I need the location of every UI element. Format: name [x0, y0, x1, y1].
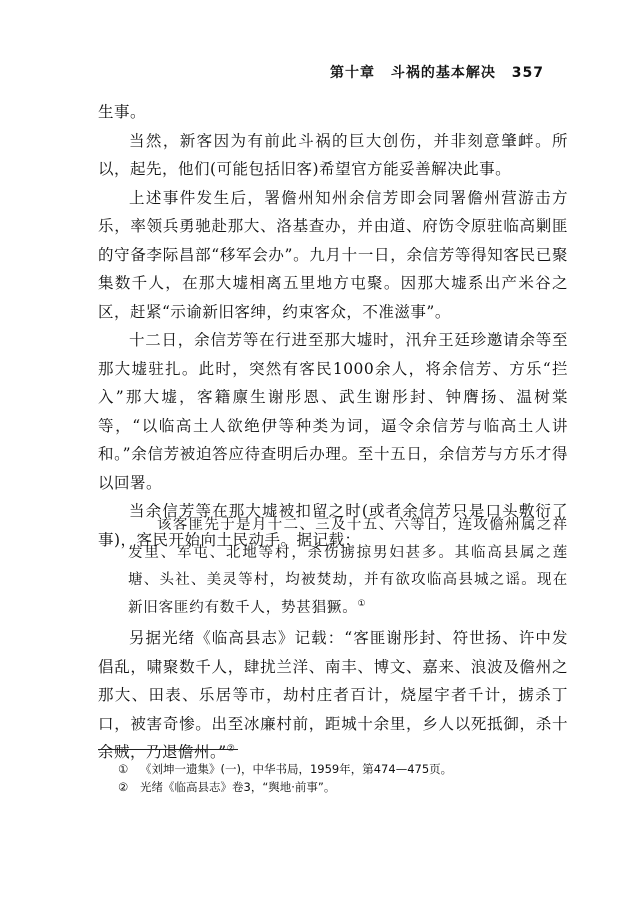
- footnote-mark: ②: [118, 780, 129, 794]
- paragraph-continuation: 生事。: [98, 103, 147, 121]
- quote-text: 该客匪先于是月十二、三及十五、六等日，连攻儋州属之祥发里、军屯、北地等村，杀伤掳掠男妇甚多。其临高县属之莲塘、头社、美灵等村，均被焚劫，并有欲攻临高县城之谣。现在新旧客匪约有数千人，势甚猖獗。①: [128, 517, 568, 616]
- paragraph: 当余信芳等在那大墟被扣留之时(或者余信芳只是口头敷衍了事)，客民开始向土民动手。据记载：: [98, 502, 568, 549]
- footnote-text: 光绪《临高县志》卷3，“舆地·前事”。: [140, 780, 336, 794]
- footnote-item: [118, 778, 558, 796]
- closing-paragraph: [98, 624, 568, 767]
- footnote-divider: [98, 749, 238, 750]
- main-text: [98, 98, 568, 554]
- page-number: 357: [511, 65, 544, 81]
- footnote-item: [118, 760, 558, 778]
- running-header: [320, 62, 544, 82]
- chapter-title: 斗祸的基本解决: [390, 65, 496, 81]
- chapter-label: 第十章: [330, 65, 376, 81]
- paragraph: 另据光绪《临高县志》记载：“客匪谢彤封、符世扬、许中发倡乱，啸聚数千人，肆扰兰洋、南丰、博文、嘉来、浪波及儋州之那大、田表、乐居等市，劫村庄者百计，烧屋宇者千计，掳杀丁口，被害奇惨。出至冰廉村前，距城十余里，乡人以死抵御，杀十余贼，乃退儋州。”②: [98, 629, 568, 761]
- footnote-ref-2[interactable]: ②: [226, 743, 236, 754]
- footnote-text: 《刘坤一遗集》(一)，中华书局，1959年，第474—475页。: [140, 762, 453, 776]
- paragraph: 十二日，余信芳等在行进至那大墟时，汛弁王廷珍邀请余等至那大墟驻扎。此时，突然有客民1000余人，将余信芳、方乐“拦入”那大墟，客籍廪生谢彤恩、武生谢彤封、钟膺扬、温树棠等，“以临高土人欲绝伊等种类为词，逼令余信芳与临高土人讲和。”余信芳被迫答应待查明后办理。至十五日，余信芳与方乐才得以回署。: [98, 331, 568, 492]
- paragraph: 上述事件发生后，署儋州知州余信芳即会同署儋州营游击方乐，率领兵勇驰赴那大、洛基查办，并由道、府饬令原驻临高剿匪的守备李际昌部“移军会办”。九月十一日，余信芳等得知客民已聚集数千人，在那大墟相离五里地方屯聚。因那大墟系出产米谷之区，赶紧“示谕新旧客绅，约束客众，不准滋事”。: [98, 188, 568, 321]
- footnote-mark: ①: [118, 762, 129, 776]
- block-quote: [128, 512, 568, 622]
- footnotes: [118, 760, 558, 796]
- footnote-ref-1[interactable]: ①: [357, 598, 367, 609]
- paragraph: 当然，新客因为有前此斗祸的巨大创伤，并非刻意肇衅。所以，起先，他们(可能包括旧客)希望官方能妥善解决此事。: [98, 131, 568, 178]
